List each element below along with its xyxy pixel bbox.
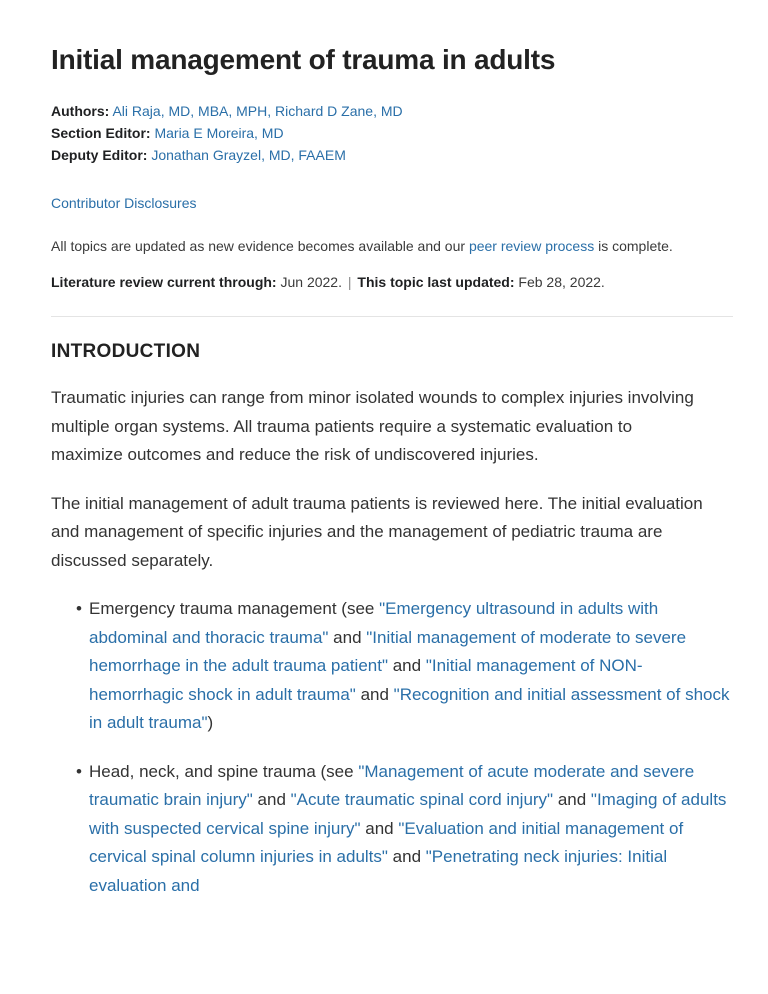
cross-reference-link[interactable]: "Recognition and initial assessment of shock in adult trauma"	[89, 684, 730, 732]
cross-reference-link[interactable]: "Evaluation and initial management of cervical spinal column injuries in adults"	[89, 818, 684, 866]
bullet-connector-text: and	[387, 847, 426, 866]
authors-names[interactable]: Ali Raja, MD, MBA, MPH, Richard D Zane, MD	[112, 103, 403, 119]
bullet-connector-text: and	[388, 656, 426, 675]
list-item	[51, 758, 733, 901]
header-divider	[51, 316, 733, 317]
section-heading-introduction: INTRODUCTION	[51, 341, 201, 362]
update-note-after: is complete.	[594, 238, 673, 254]
peer-review-process-link[interactable]: peer review process	[468, 238, 595, 254]
cross-reference-link[interactable]: "Imaging of adults with suspected cervical spine injury"	[89, 790, 727, 838]
authors-label: Authors:	[51, 103, 110, 119]
literature-review-value: Jun 2022.	[280, 274, 342, 290]
bullet-parts	[89, 762, 726, 895]
update-availability-note	[51, 234, 719, 258]
intro-paragraph-2: The initial management of adult trauma patients is reviewed here. The initial evaluation and management of specific injuries and the management of pediatric trauma are discussed separately.	[51, 493, 703, 570]
cross-reference-link[interactable]: "Management of acute moderate and severe traumatic brain injury"	[89, 761, 695, 809]
literature-review-label: Literature review current through:	[51, 274, 277, 290]
deputy-editor-names[interactable]: Jonathan Grayzel, MD, FAAEM	[151, 147, 346, 163]
section-editor-names[interactable]: Maria E Moreira, MD	[154, 125, 284, 141]
contributor-row-authors	[51, 100, 733, 122]
bullet-connector-text: and	[355, 684, 394, 704]
intro-paragraph-1: Traumatic injuries can range from minor isolated wounds to complex injuries involving multiple organ systems. All trauma patients require a systematic evaluation to maximize outcomes and reduce the risk of undiscovered injuries.	[51, 388, 694, 464]
section-editor-label: Section Editor:	[51, 125, 151, 141]
contributor-block	[51, 100, 733, 166]
bullet-connector-text: and	[553, 790, 591, 809]
cross-reference-list	[51, 595, 733, 900]
last-updated-label: This topic last updated:	[357, 274, 515, 290]
bullet-lead-text: Emergency trauma management (see	[89, 599, 380, 618]
page-title: Initial management of trauma in adults	[51, 44, 556, 75]
cross-reference-link[interactable]: "Initial management of NON-hemorrhagic shock in adult trauma"	[89, 656, 643, 704]
bullet-lead-text: Head, neck, and spine trauma (see	[89, 761, 359, 781]
contributor-row-deputy-editor	[51, 144, 733, 166]
bullet-connector-text: and	[252, 790, 291, 809]
cross-reference-link[interactable]: "Penetrating neck injuries: Initial evaluation and	[89, 847, 668, 895]
list-item	[51, 595, 733, 738]
deputy-editor-label: Deputy Editor:	[51, 147, 148, 163]
bullet-connector-text: and	[360, 818, 399, 838]
contributor-disclosures-link[interactable]: Contributor Disclosures	[51, 195, 197, 211]
contributor-row-section-editor	[51, 122, 733, 144]
bullet-connector-text: and	[328, 627, 367, 647]
bullet-parts	[89, 599, 729, 732]
cross-reference-link[interactable]: "Initial management of moderate to severe hemorrhage in the adult trauma patient"	[89, 627, 687, 675]
bullet-connector-text: )	[207, 713, 214, 732]
update-note-before: All topics are updated as new evidence becomes available and our	[51, 238, 469, 254]
last-updated-value: Feb 28, 2022.	[518, 274, 605, 290]
review-dates	[51, 271, 733, 293]
review-separator: |	[347, 274, 352, 290]
cross-reference-link[interactable]: "Emergency ultrasound in adults with abdominal and thoracic trauma"	[89, 599, 659, 647]
cross-reference-link[interactable]: "Acute traumatic spinal cord injury"	[290, 790, 554, 809]
